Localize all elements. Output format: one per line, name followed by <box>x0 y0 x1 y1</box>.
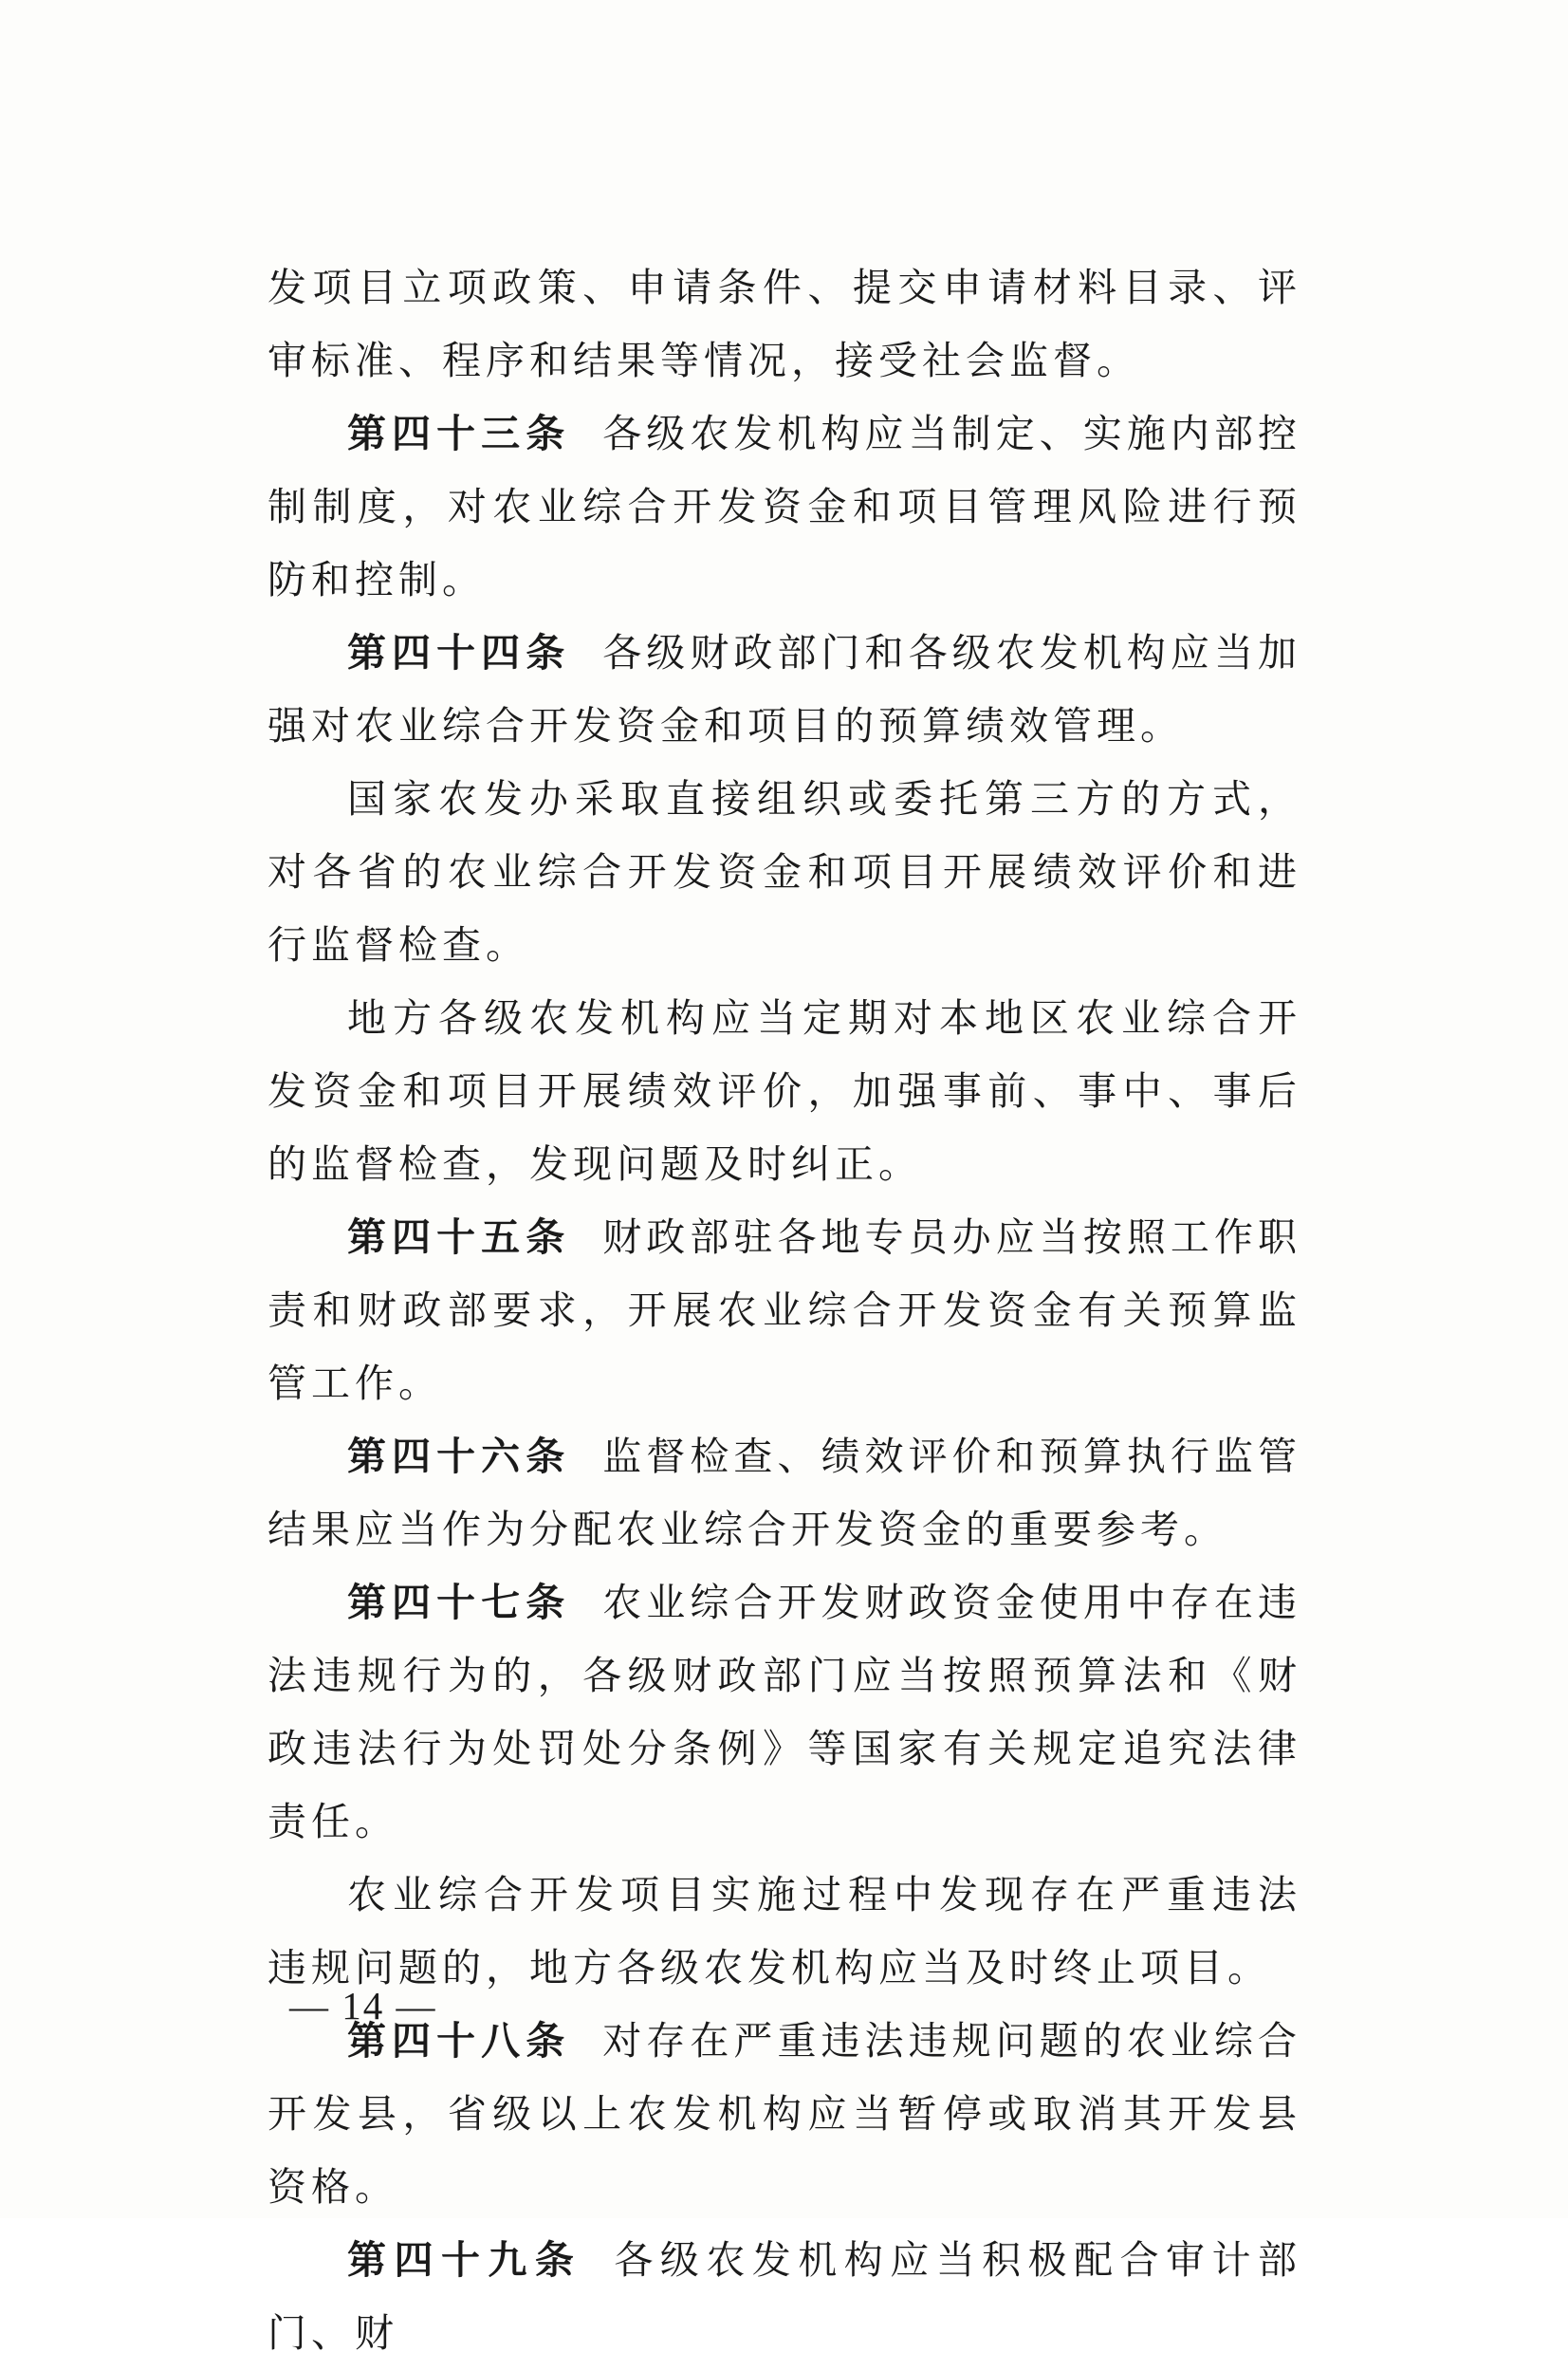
paragraph-text: 各级农发机构应当制定、实施内部控制制度，对农业综合开发资金和项目管理风险进行预防和控制。 <box>267 411 1301 602</box>
paragraph-1 <box>267 251 1301 398</box>
article-44-paragraph-2 <box>267 763 1301 982</box>
article-heading: 第四十三条 <box>347 411 571 456</box>
page-number: — 14 — <box>289 1984 437 2027</box>
paragraph-text: 地方各级农发机构应当定期对本地区农业综合开发资金和项目开展绩效评价，加强事前、事中、事后的监督检查，发现问题及时纠正。 <box>267 995 1301 1187</box>
paragraph-text: 各级农发机构应当积极配合审计部门、财 <box>267 2237 1302 2356</box>
paragraph-text: 财政部驻各地专员办应当按照工作职责和财政部要求，开展农业综合开发资金有关预算监管工作。 <box>267 1214 1301 1406</box>
paragraph-text: 各级财政部门和各级农发机构应当加强对农业综合开发资金和项目的预算绩效管理。 <box>267 630 1301 749</box>
article-49 <box>267 2224 1301 2370</box>
article-heading: 第四十九条 <box>347 2237 582 2283</box>
article-heading: 第四十八条 <box>347 2018 571 2064</box>
paragraph-text: 发项目立项政策、申请条件、提交申请材料目录、评审标准、程序和结果等情况，接受社会监督。 <box>267 265 1301 383</box>
document-body <box>267 251 1301 2370</box>
article-heading: 第四十五条 <box>347 1214 571 1260</box>
article-heading: 第四十四条 <box>347 630 571 676</box>
article-44-paragraph-3 <box>267 982 1301 1201</box>
article-heading: 第四十六条 <box>347 1434 571 1479</box>
article-46 <box>267 1420 1301 1566</box>
article-48 <box>267 2005 1301 2224</box>
article-44 <box>267 617 1301 763</box>
paragraph-text: 农业综合开发财政资金使用中存在违法违规行为的，各级财政部门应当按照预算法和《财政违法行为处罚处分条例》等国家有关规定追究法律责任。 <box>267 1580 1301 1844</box>
article-45 <box>267 1201 1301 1420</box>
article-43 <box>267 398 1301 617</box>
article-heading: 第四十七条 <box>347 1580 571 1625</box>
article-47 <box>267 1566 1301 1859</box>
paragraph-text: 国家农发办采取直接组织或委托第三方的方式，对各省的农业综合开发资金和项目开展绩效评价和进行监督检查。 <box>267 776 1301 968</box>
paragraph-text: 监督检查、绩效评价和预算执行监管结果应当作为分配农业综合开发资金的重要参考。 <box>267 1434 1301 1552</box>
paragraph-text: 农业综合开发项目实施过程中发现存在严重违法违规问题的，地方各级农发机构应当及时终止项目。 <box>267 1872 1301 1990</box>
paragraph-text: 对存在严重违法违规问题的农业综合开发县，省级以上农发机构应当暂停或取消其开发县资格。 <box>267 2018 1301 2210</box>
